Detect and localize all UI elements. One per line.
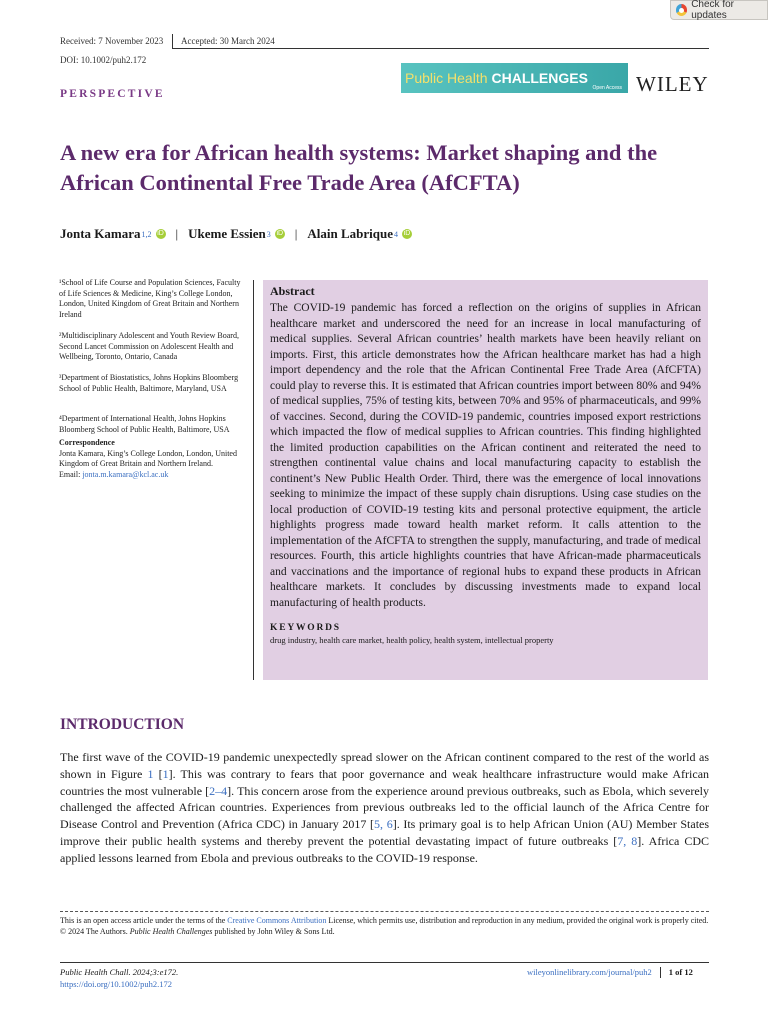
email-label: Email: <box>59 469 81 479</box>
doi-header: DOI: 10.1002/puh2.172 <box>60 55 147 65</box>
intro-text: ]. This concern arose from the experience around previous outbreaks, such as Ebola, which severely challenged the affected African countries. Experiences from previous outbreaks led to the official launch of the Africa Centre for Disease Control and Prevention (Africa CDC) in January 2017 [ <box>60 783 709 832</box>
keywords-text: drug industry, health care market, health policy, health system, intellectual property <box>270 635 554 645</box>
copyright-prefix: © 2024 The Authors. <box>60 927 128 936</box>
abstract-side-rule <box>253 280 254 680</box>
intro-text: ]. This was contrary to fears that poor governance and weak healthcare infrastructure would make African countries the most vulnerable [ <box>60 766 710 798</box>
author-list <box>60 226 412 242</box>
figure-link[interactable]: 1 <box>147 766 154 781</box>
author-affil-sup[interactable]: 3 <box>266 229 271 239</box>
citation-link[interactable]: 2–4 <box>209 783 228 798</box>
citation-link[interactable]: 1 <box>162 766 169 781</box>
citation-link[interactable]: 5, 6 <box>374 817 393 832</box>
page-number: 1 of 12 <box>668 967 693 977</box>
article-title: A new era for African health systems: Market shaping and the African Continental Free Trade Area (AfCFTA) <box>60 140 658 195</box>
meta-divider <box>172 34 173 48</box>
affiliation-4: ⁴Department of International Health, Johns Hopkins Bloomberg School of Public Health, Baltimore, USA <box>59 414 230 434</box>
intro-text: ]. Africa CDC applied lessons learned from Ebola and previous outbreaks to the COVID-19 response. <box>60 833 710 865</box>
correspondence-heading: Correspondence <box>59 438 115 447</box>
license-block <box>60 915 709 937</box>
section-label: PERSPECTIVE <box>60 88 165 100</box>
affiliation-2: ²Multidisciplinary Adolescent and Youth Review Board, Second Lancet Commission on Adolescent Health and Wellbeing, Toronto, Ontario, Canada <box>59 331 239 361</box>
affiliation-1: ¹School of Life Course and Population Sciences, Faculty of Life Sciences & Medicine, King’s College London, London, United Kingdom of Great Britain and Northern Ireland <box>59 278 241 319</box>
journal-banner[interactable] <box>401 63 628 93</box>
footer-left <box>60 966 178 990</box>
footer-doi-link[interactable]: https://doi.org/10.1002/puh2.172 <box>60 979 173 989</box>
crossmark-icon <box>676 4 687 16</box>
footer-divider <box>660 967 661 978</box>
copyright-journal: Public Health Challenges <box>129 927 213 936</box>
abstract-box <box>263 280 708 680</box>
keywords-heading: KEYWORDS <box>270 623 341 633</box>
accepted-date: Accepted: 30 March 2024 <box>181 36 275 46</box>
cc-license-link[interactable]: Creative Commons Attribution <box>227 916 327 925</box>
author-affil-sup[interactable]: 4 <box>394 229 398 239</box>
abstract-text: The COVID-19 pandemic has forced a reflection on the origins of supplies in African healthcare market and underscored the need for an increase in local manufacturing of medical supplies. Several African countries’ health markets have been heavily reliant on imports. First, this article demonstrates how the African healthcare market has had a high import dependency and the role that the African Continental Free Trade Area (AfCFTA) could play to reverse this. It is estimated that African countries import between 80% and 94% of medical supplies, 75% of testing kits, between 70% and 95% of pharmaceuticals, and 99% of vaccines. Second, during the COVID-19 pandemic, countries imposed export restrictions which impacted the flow of medical supplies to African countries. This finding highlighted the limited production capabilities on the African continent and reiterated the need to strengthen continental value chains and local manufacturing capacity to establish the continent’s New Public Health Order. Third, there was the emergence of local innovations seeking to minimize the impact of these supply chain disruptions. Using case studies on the local production of COVID-19 testing kits and personal protective equipment, the article highlights progress made toward health market reform. It calls attention to the implementation of the AfCFTA to strengthen the supply, manufacturing, and trade of medical resources. Fourth, this article highlights countries that have African-made pharmaceuticals and vaccinations and the importance of regional hubs to expand these products in African healthcare markets. It concludes by discussing investments made to expand local manufacturing of health products. <box>270 302 701 609</box>
author-separator: | <box>294 226 298 241</box>
correspondence-text: Jonta Kamara, King’s College London, London, United Kingdom of Great Britain and Northern Ireland. <box>59 448 237 468</box>
introduction-heading: INTRODUCTION <box>60 716 185 733</box>
journal-site-link[interactable]: wileyonlinelibrary.com/journal/puh2 <box>527 967 652 977</box>
footer-rule <box>60 962 709 963</box>
journal-banner-bold: CHALLENGES <box>491 70 588 86</box>
intro-text: [ <box>158 766 163 781</box>
author-separator: | <box>175 226 179 241</box>
footer-right <box>527 966 693 978</box>
affiliation-3: ³Department of Biostatistics, Johns Hopkins Bloomberg School of Public Health, Baltimore, Maryland, USA <box>59 373 239 393</box>
license-text: License, which permits use, distribution and reproduction in any medium, provided the original work is properly cited. <box>328 916 709 925</box>
orcid-icon[interactable]: iD <box>403 230 411 237</box>
abstract-heading: Abstract <box>270 284 315 298</box>
author-name: Alain Labrique <box>307 226 393 241</box>
intro-text: ]. Its primary goal is to help African Union (AU) Member States improve their public health systems and thereby prevent the potential devastating impact of future outbreaks [ <box>60 817 710 848</box>
copyright-suffix: published by John Wiley & Sons Ltd. <box>214 927 335 936</box>
license-text: This is an open access article under the terms of the <box>60 916 226 925</box>
license-divider <box>60 911 709 912</box>
author-name: Jonta Kamara <box>60 226 141 241</box>
header-rule <box>172 48 709 49</box>
author-affil-sup[interactable]: 1,2 <box>141 229 152 239</box>
correspondence-email-line <box>59 470 249 481</box>
publisher-logo: WILEY <box>636 72 709 96</box>
introduction-paragraph <box>60 749 709 867</box>
check-for-updates-label: Check for updates <box>691 0 734 21</box>
check-for-updates-button[interactable] <box>670 0 768 20</box>
author-name: Ukeme Essien <box>188 226 266 241</box>
citation-link[interactable]: 7, 8 <box>617 833 638 848</box>
footer-citation: Public Health Chall. 2024;3:e172. <box>60 967 179 977</box>
intro-text: The first wave of the COVID-19 pandemic unexpectedly spread slower on the African continent compared to the rest of the world as shown in Figure <box>60 750 709 781</box>
correspondence-block <box>59 438 249 480</box>
email-link[interactable]: jonta.m.kamara@kcl.ac.uk <box>82 469 169 479</box>
orcid-icon[interactable]: iD <box>157 230 164 237</box>
orcid-icon[interactable]: iD <box>276 230 284 237</box>
received-date: Received: 7 November 2023 <box>60 36 164 46</box>
open-access-label: Open Access <box>592 85 622 91</box>
journal-banner-main: Public Health <box>405 70 488 86</box>
